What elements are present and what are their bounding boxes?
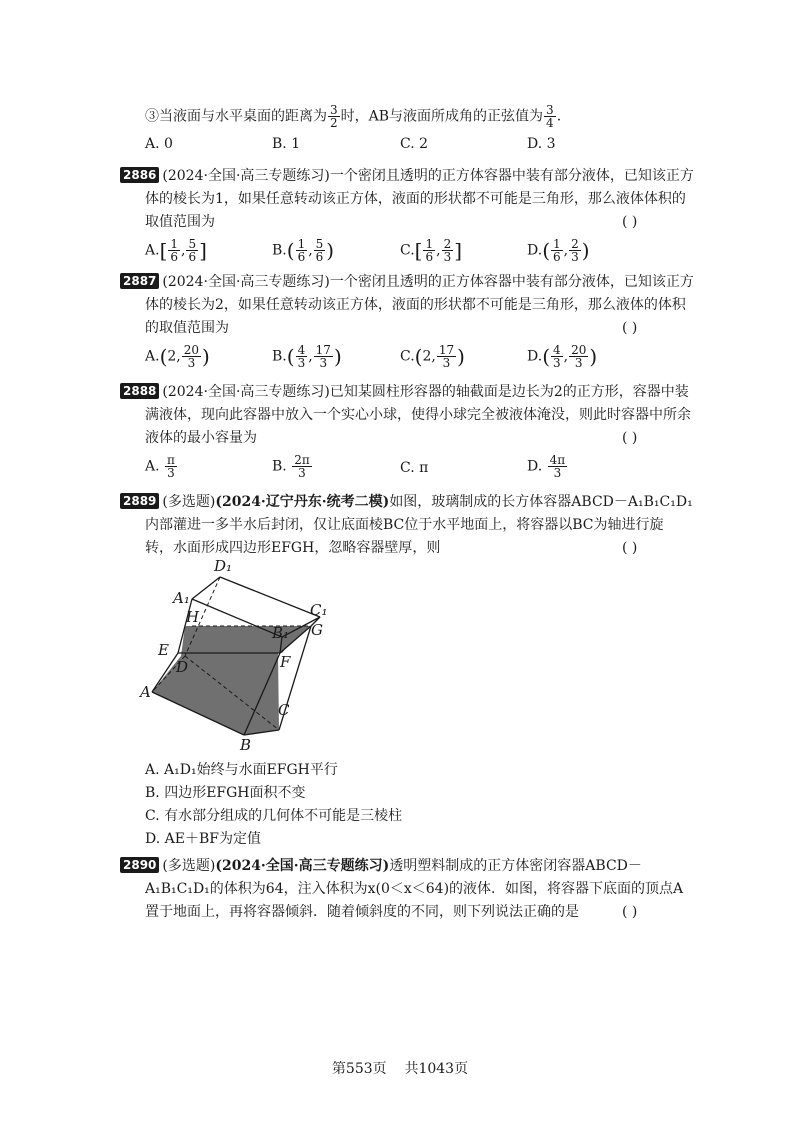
label-d1: D₁ <box>214 557 233 575</box>
page-footer <box>0 1058 800 1078</box>
label-b: B <box>240 736 252 754</box>
q2887-line3: 的取值范围为 <box>145 320 229 336</box>
q2887-option-c: C.(2, $\frac{17}{3}$ ) <box>400 343 465 370</box>
answer-paren: ( ) <box>622 214 638 230</box>
q2889-line3: 转，水面形成四边形EFGH，忽略容器壁厚，则 <box>145 540 441 556</box>
label-h: H <box>186 608 200 626</box>
q2890-line3: 置于地面上，再将容器倾斜．随着倾斜度的不同，则下列说法正确的是 <box>145 904 579 920</box>
q2886-option-c: C.[ $\frac{1}{6}$ , $\frac{2}{3}$ ] <box>400 237 463 264</box>
q2886-line2: 体的棱长为1，如果任意转动该正方体，液面的形状都不可能是三角形，那么液体体积的 <box>145 191 686 207</box>
question-number-badge: 2890 <box>120 857 159 873</box>
q2889-option-d: D. AE＋BF为定值 <box>145 831 261 847</box>
question-number-badge: 2887 <box>120 273 159 289</box>
edge-a1d1 <box>192 577 220 599</box>
label-c: C <box>278 701 290 719</box>
edge-d1c1 <box>220 577 320 617</box>
q2886-line3: 取值范围为 <box>145 214 215 230</box>
cuboid-figure <box>130 555 350 755</box>
q2887-option-b: B.( $\frac{4}{3}$ , $\frac{17}{3}$ ) <box>272 343 342 370</box>
q2887-option-a: A.(2, $\frac{20}{3}$ ) <box>145 343 210 370</box>
q2887-line2: 体的棱长为2，如果任意转动该正方体，液面的形状都不可能是三角形，那么液体的体积 <box>145 297 686 313</box>
answer-paren: ( ) <box>622 904 638 920</box>
label-b1: B₁ <box>272 624 290 642</box>
label-f: F <box>280 653 291 671</box>
option-b: B. 1 <box>272 136 301 152</box>
answer-paren: ( ) <box>622 430 638 446</box>
statement-text: 时，AB与液面所成角的正弦值为 <box>340 108 544 125</box>
answer-paren: ( ) <box>622 320 638 336</box>
answer-paren: ( ) <box>622 540 638 556</box>
label-c1: C₁ <box>310 601 328 619</box>
question-number-badge: 2889 <box>120 493 159 509</box>
q2888-line3: 液体的最小容量为 <box>145 430 257 446</box>
option-a: A. 0 <box>145 136 173 152</box>
q2886-line1: 2886 (2024·全国·高三专题练习)一个密闭且透明的正方体容器中装有部分液体，已知该正方 <box>120 166 694 186</box>
prev-question-statement: ③当液面与水平桌面的距离为 $\frac{3}{2}$ 时，AB与液面所成角的正弦值为 $\frac{3}{4}$ . <box>145 103 562 130</box>
q2889-line1: 2889 (多选题)(2024·辽宁丹东·统考二模)如图，玻璃制成的长方体容器ABCD－A₁B₁C₁D₁ <box>120 492 693 512</box>
q2888-option-b: B. $\frac{2\pi}{3}$ <box>272 453 310 480</box>
q2888-option-d: D. $\frac{4\pi}{3}$ <box>527 453 566 480</box>
q2886-option-a: A.[ $\frac{1}{6}$ , $\frac{5}{6}$ ] <box>145 237 207 264</box>
fraction: $\frac{3}{4}$ <box>546 103 554 130</box>
page-total: 共1043页 <box>404 1061 469 1077</box>
q2886-option-b: B.( $\frac{1}{6}$ , $\frac{5}{6}$ ) <box>272 237 335 264</box>
label-a1: A₁ <box>173 589 190 607</box>
q2886-option-d: D.( $\frac{1}{6}$ , $\frac{2}{3}$ ) <box>527 237 590 264</box>
q2890-line1: 2890 (多选题)(2024·全国·高三专题练习)透明塑料制成的正方体密闭容器ABCD－ <box>120 856 642 876</box>
statement-text: ③当液面与水平桌面的距离为 <box>145 108 327 125</box>
q2888-line1: 2888 (2024·全国·高三专题练习)已知某圆柱形容器的轴截面是边长为2的正方形，容器中装 <box>120 382 689 402</box>
q2887-line1: 2887 (2024·全国·高三专题练习)一个密闭且透明的正方体容器中装有部分液体，已知该正方 <box>120 272 694 292</box>
label-d: D <box>176 658 189 676</box>
q2889-option-c: C. 有水部分组成的几何体不可能是三棱柱 <box>145 808 403 824</box>
label-g: G <box>311 621 323 639</box>
question-number-badge: 2888 <box>120 383 159 399</box>
q2890-line2: A₁B₁C₁D₁的体积为64，注入体积为x(0＜x＜64)的液体．如图，将容器下底面的顶点A <box>145 881 684 897</box>
question-number-badge: 2886 <box>120 167 159 183</box>
q2889-line2: 内部灌进一多半水后封闭，仅让底面棱BC位于水平地面上，将容器以BC为轴进行旋 <box>145 517 664 533</box>
q2888-option-c: C. π <box>400 460 429 476</box>
label-e: E <box>158 641 169 659</box>
page-number: 第553页 <box>331 1061 387 1077</box>
option-d: D. 3 <box>527 136 556 152</box>
q2888-option-a: A. $\frac{\pi}{3}$ <box>145 453 175 480</box>
option-c: C. 2 <box>400 136 429 152</box>
q2887-option-d: D.( $\frac{4}{3}$ , $\frac{20}{3}$ ) <box>527 343 598 370</box>
label-a: A <box>140 683 151 701</box>
q2888-line2: 满液体，现向此容器中放入一个实心小球，使得小球完全被液体淹没，则此时容器中所余 <box>145 407 691 423</box>
fraction: $\frac{3}{2}$ <box>330 103 338 130</box>
q2889-option-b: B. 四边形EFGH面积不变 <box>145 785 306 801</box>
q2889-option-a: A. A₁D₁始终与水面EFGH平行 <box>145 762 338 778</box>
